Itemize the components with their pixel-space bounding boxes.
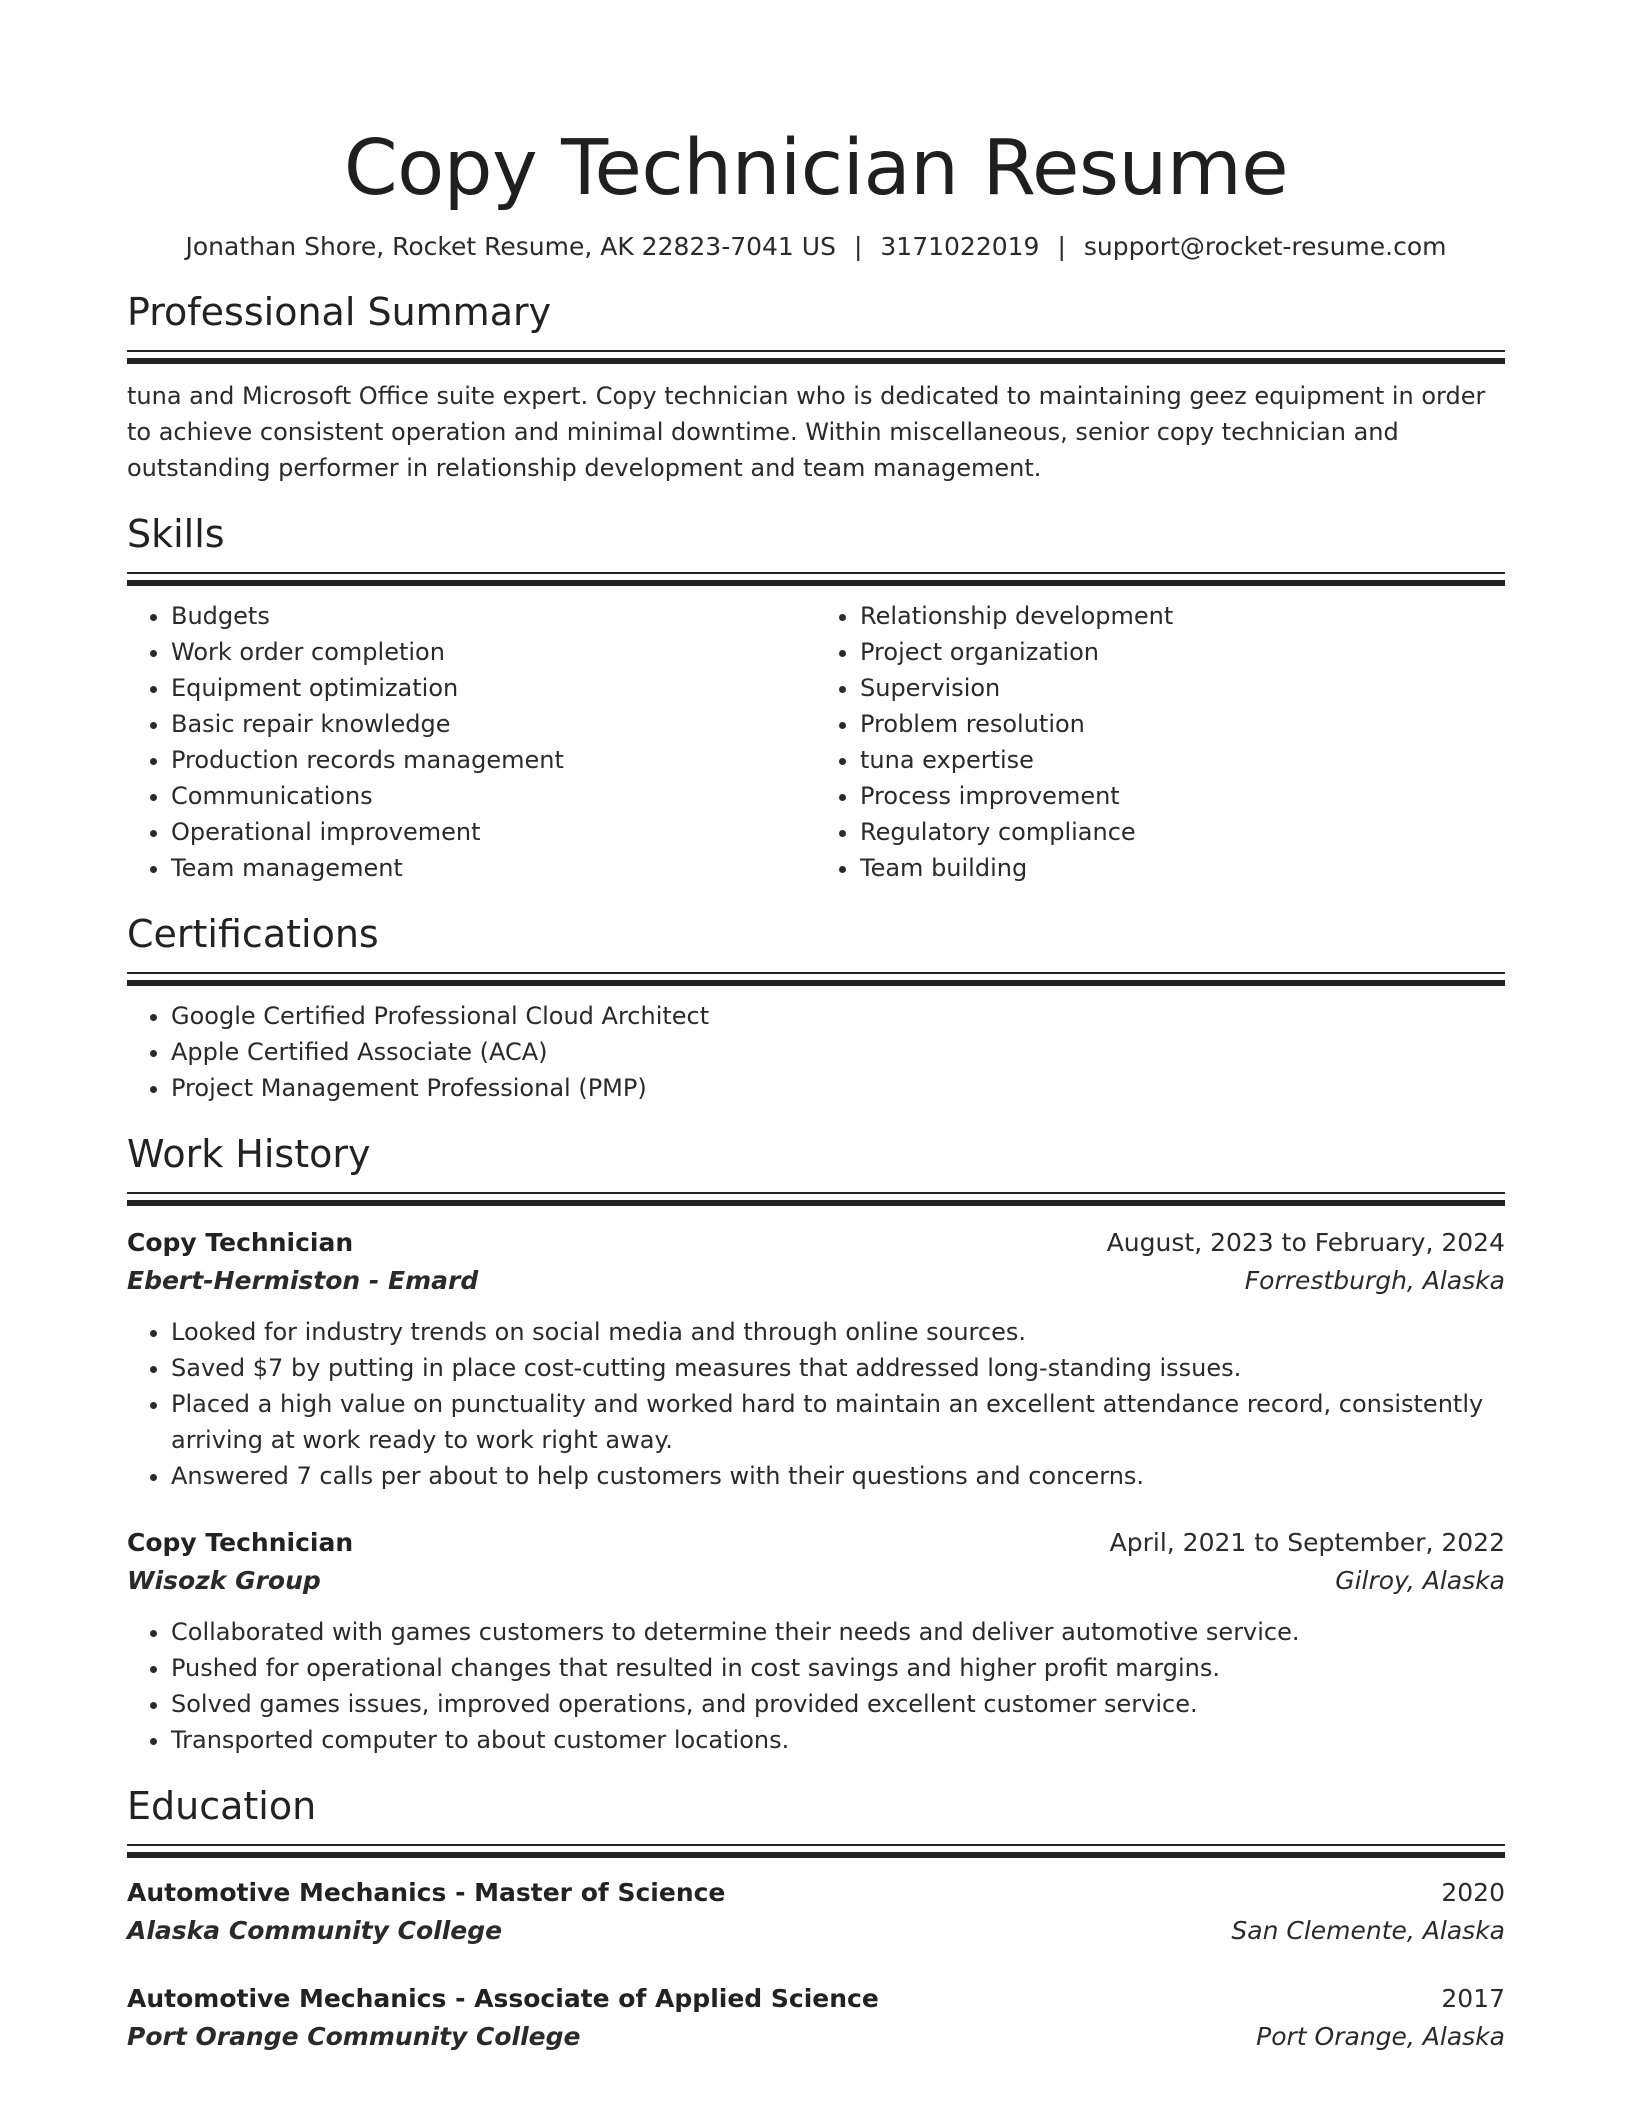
job-title: Copy Technician — [127, 1228, 354, 1257]
job-entry — [127, 1524, 1505, 1758]
summary-text: tuna and Microsoft Office suite expert. Copy technician who is dedicated to maintaining geez equipment in order to achieve consistent operation and minimal downtime. Within miscellaneous, senior copy technician and outstanding performer in relationship development and team management. — [127, 382, 1486, 482]
job-bullet: • Pushed for operational changes that resulted in cost savings and higher profit margins. — [171, 1650, 1505, 1686]
section-divider — [127, 1192, 1505, 1206]
education-year: 2017 — [1441, 1984, 1505, 2013]
certifications-section — [127, 910, 1505, 1106]
education-school: Port Orange Community College — [127, 2022, 581, 2051]
job-bullet: • Saved $7 by putting in place cost-cutting measures that addressed long-standing issues. — [171, 1350, 1505, 1386]
skill-item: • Communications — [171, 778, 816, 814]
skills-grid — [127, 586, 1505, 886]
skill-item: • tuna expertise — [860, 742, 1505, 778]
job-bullet: • Solved games issues, improved operations, and provided excellent customer service. — [171, 1686, 1505, 1722]
education-degree: Automotive Mechanics - Associate of Applied Science — [127, 1984, 879, 2013]
skill-item: • Team building — [860, 850, 1505, 886]
certification-item: • Project Management Professional (PMP) — [171, 1070, 1505, 1106]
job-location: Forrestburgh, Alaska — [1244, 1266, 1505, 1295]
section-title-skills: Skills — [127, 512, 225, 556]
skills-list-right — [816, 598, 1505, 886]
job-company-row — [127, 1262, 1505, 1300]
job-company: Ebert-Hermiston - Emard — [127, 1266, 479, 1295]
education-degree: Automotive Mechanics - Master of Science — [127, 1878, 726, 1907]
skill-item: • Regulatory compliance — [860, 814, 1505, 850]
education-section — [127, 1782, 1505, 2056]
education-school-row — [127, 2018, 1505, 2056]
skill-item: • Team management — [171, 850, 816, 886]
skill-item: • Operational improvement — [171, 814, 816, 850]
contact-phone: 3171022019 — [880, 232, 1040, 261]
contact-line — [127, 230, 1505, 264]
skills-list-left — [127, 598, 816, 886]
skill-item: • Budgets — [171, 598, 816, 634]
skill-item: • Process improvement — [860, 778, 1505, 814]
skill-item: • Equipment optimization — [171, 670, 816, 706]
page-title: Copy Technician Resume — [343, 124, 1289, 213]
contact-email: support@rocket-resume.com — [1083, 232, 1447, 261]
certification-item: • Apple Certified Associate (ACA) — [171, 1034, 1505, 1070]
work-history-section — [127, 1130, 1505, 1758]
contact-separator: | — [1057, 232, 1066, 261]
job-entry — [127, 1224, 1505, 1494]
job-header-row — [127, 1524, 1505, 1562]
education-school: Alaska Community College — [127, 1916, 503, 1945]
section-title-work-history: Work History — [127, 1132, 371, 1176]
education-school-row — [127, 1912, 1505, 1950]
education-entry — [127, 1874, 1505, 1950]
contact-separator: | — [853, 232, 863, 261]
skill-item: • Project organization — [860, 634, 1505, 670]
section-divider — [127, 972, 1505, 986]
skill-item: • Supervision — [860, 670, 1505, 706]
education-header-row — [127, 1874, 1505, 1912]
job-company-row — [127, 1562, 1505, 1600]
education-header-row — [127, 1980, 1505, 2018]
education-entry — [127, 1980, 1505, 2056]
job-bullets — [127, 1314, 1505, 1494]
education-year: 2020 — [1441, 1878, 1505, 1907]
skills-section — [127, 510, 1505, 886]
skill-item: • Production records management — [171, 742, 816, 778]
contact-address: Jonathan Shore, Rocket Resume, AK 22823-7041 US — [185, 232, 836, 261]
job-bullet: • Transported computer to about customer locations. — [171, 1722, 1505, 1758]
job-company: Wisozk Group — [127, 1566, 321, 1595]
section-divider — [127, 572, 1505, 586]
certifications-list — [127, 998, 1505, 1106]
job-bullet: • Looked for industry trends on social media and through online sources. — [171, 1314, 1505, 1350]
section-title-certifications: Certifications — [127, 912, 379, 956]
job-bullet: • Answered 7 calls per about to help customers with their questions and concerns. — [171, 1458, 1505, 1494]
education-location: San Clemente, Alaska — [1231, 1916, 1505, 1945]
section-title-summary: Professional Summary — [127, 290, 552, 334]
job-title: Copy Technician — [127, 1528, 354, 1557]
job-header-row — [127, 1224, 1505, 1262]
job-bullet: • Collaborated with games customers to determine their needs and deliver automotive service. — [171, 1614, 1505, 1650]
job-location: Gilroy, Alaska — [1335, 1566, 1505, 1595]
skill-item: • Basic repair knowledge — [171, 706, 816, 742]
section-title-education: Education — [127, 1784, 317, 1828]
skill-item: • Relationship development — [860, 598, 1505, 634]
skill-item: • Work order completion — [171, 634, 816, 670]
job-bullet: • Placed a high value on punctuality and worked hard to maintain an excellent attendance record, consistently arriving at work ready to work right away. — [171, 1386, 1505, 1458]
certification-item: • Google Certified Professional Cloud Architect — [171, 998, 1505, 1034]
job-dates: August, 2023 to February, 2024 — [1106, 1228, 1505, 1257]
section-divider — [127, 350, 1505, 364]
job-bullets — [127, 1614, 1505, 1758]
section-divider — [127, 1844, 1505, 1858]
job-dates: April, 2021 to September, 2022 — [1109, 1528, 1505, 1557]
education-location: Port Orange, Alaska — [1256, 2022, 1505, 2051]
skill-item: • Problem resolution — [860, 706, 1505, 742]
summary-section — [127, 288, 1505, 486]
